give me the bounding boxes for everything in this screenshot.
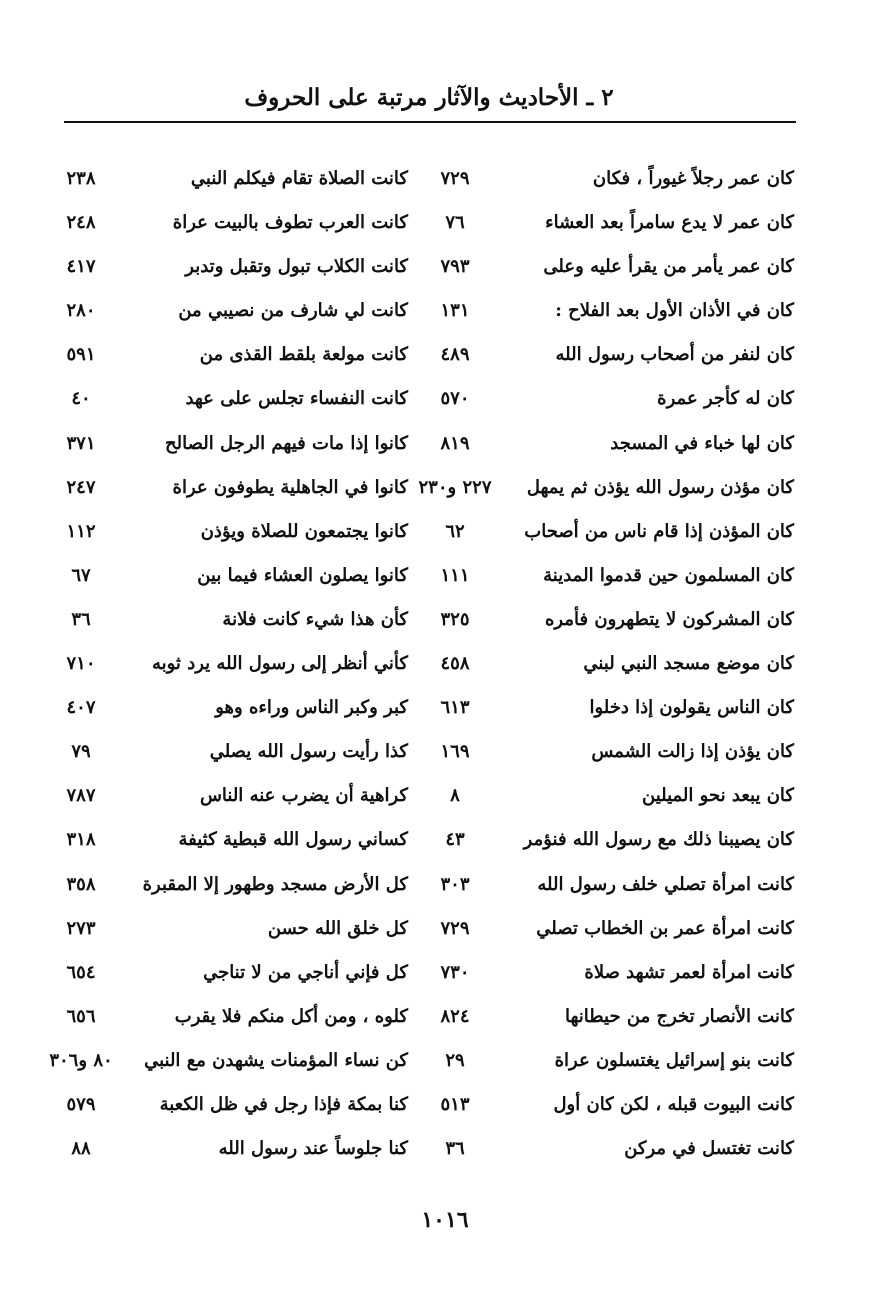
entry-text: كانت امرأة تصلي خلف رسول الله [537,873,794,895]
entry-page-number: ٨٠ و٣٠٦ [49,1049,113,1071]
index-row [50,554,810,598]
index-row [50,422,810,466]
entry-page-number: ٢٨٠ [66,300,96,322]
entry-text: كانت البيوت قبله ، لكن كان أول [553,1093,794,1115]
entry-text: كان موضع مسجد النبي لبني [583,653,794,675]
entry-page-number: ١٣١ [440,300,470,322]
index-row [50,818,810,862]
entry-page-number: ٧٩٣ [440,256,470,278]
index-row [50,510,810,554]
entry-page-number: ٦٥٤ [66,961,96,983]
entry-page-number: ١١١ [440,564,470,586]
index-row [50,1039,810,1083]
index-table [50,157,810,1171]
entry-page-number: ٤٠ [71,388,91,410]
entry-page-number: ٤٠٧ [66,697,96,719]
entry-text: كان له كأجر عمرة [657,388,794,410]
index-row [50,642,810,686]
index-row [50,157,810,201]
entry-page-number: ٦٧ [71,564,91,586]
entry-page-number: ٢٤٧ [66,476,96,498]
entry-page-number: ٦١٣ [440,697,470,719]
entry-page-number: ١١٢ [66,520,96,542]
entry-text: كان عمر رجلاً غيوراً ، فكان [592,168,794,189]
entry-text: كنا جلوساً عند رسول الله [218,1138,408,1160]
entry-text: كانت امرأة لعمر تشهد صلاة [584,961,794,983]
entry-page-number: ٣٦ [71,608,91,630]
entry-page-number: ٧٦ [445,212,465,234]
entry-text: كراهية أن يضرب عنه الناس [199,785,408,807]
entry-text: كان الناس يقولون إذا دخلوا [589,697,794,719]
entry-page-number: ٣٠٣ [440,873,470,895]
index-row [50,201,810,245]
entry-text: كل الأرض مسجد وطهور إلا المقبرة [142,873,408,895]
header-rule [64,121,796,123]
entry-page-number: ٣٦ [445,1138,465,1160]
entry-text: كنا بمكة فإذا رجل في ظل الكعبة [159,1093,408,1115]
entry-page-number: ٢٧٣ [66,917,96,939]
entry-text: كانت امرأة عمر بن الخطاب تصلي [536,917,794,939]
entry-page-number: ٧٩ [71,741,91,763]
entry-text: كانت تغتسل في مركن [624,1138,794,1160]
page-number: ١٠١٦ [421,1207,469,1233]
entry-text: كانت العرب تطوف بالبيت عراة [172,212,408,234]
index-row [50,333,810,377]
entry-text: كانت مولعة بلقط القذى من [199,344,408,366]
index-row [50,1127,810,1171]
entry-text: كانوا يصلون العشاء فيما بين [197,564,408,586]
entry-page-number: ٢٤٨ [66,212,96,234]
entry-text: كان يؤذن إذا زالت الشمس [591,741,794,763]
entry-text: كانوا يجتمعون للصلاة ويؤذن [200,520,408,542]
entry-page-number: ٤٨٩ [440,344,470,366]
entry-page-number: ٢٩ [445,1049,465,1071]
index-row [50,730,810,774]
entry-page-number: ٣٧١ [66,432,96,454]
index-row [50,466,810,510]
entry-text: كان المسلمون حين قدموا المدينة [543,564,794,586]
entry-page-number: ٣٢٥ [440,608,470,630]
entry-text: كذا رأيت رسول الله يصلي [209,741,408,763]
entry-page-number: ٤٣ [445,829,465,851]
entry-text: كانوا في الجاهلية يطوفون عراة [172,476,408,498]
index-row [50,686,810,730]
entry-page-number: ٥٧٩ [66,1093,96,1115]
entry-text: كلوه ، ومن أكل منكم فلا يقرب [174,1005,408,1027]
entry-page-number: ٧٢٩ [440,917,470,939]
entry-text: كل خلق الله حسن [267,917,408,939]
entry-text: كأني أنظر إلى رسول الله يرد ثوبه [151,653,408,675]
index-row [50,907,810,951]
entry-page-number: ٧٢٩ [440,168,470,189]
index-row [50,245,810,289]
index-row [50,1083,810,1127]
entry-page-number: ٦٥٦ [66,1005,96,1027]
entry-page-number: ٨ [450,785,460,807]
entry-page-number: ٣٥٨ [66,873,96,895]
entry-text: كان المشركون لا يتطهرون فأمره [544,608,794,630]
entry-text: كان عمر يأمر من يقرأ عليه وعلى [543,256,794,278]
entry-page-number: ٦٢ [445,520,465,542]
entry-page-number: ٨١٩ [440,432,470,454]
entry-text: كانت بنو إسرائيل يغتسلون عراة [554,1049,794,1071]
entry-text: كان لنفر من أصحاب رسول الله [555,344,794,366]
index-row [50,377,810,421]
entry-text: كان المؤذن إذا قام ناس من أصحاب [524,520,794,542]
entry-text: كان لها خباء في المسجد [610,432,794,454]
entry-page-number: ٧٨٧ [66,785,96,807]
entry-text: كان مؤذن رسول الله يؤذن ثم يمهل [526,476,794,498]
entry-page-number: ٢٣٨ [66,168,96,189]
entry-text: كان يصيبنا ذلك مع رسول الله فنؤمر [523,829,794,851]
index-row [50,598,810,642]
entry-page-number: ١٦٩ [440,741,470,763]
index-row [50,951,810,995]
entry-text: كان في الأذان الأول بعد الفلاح : [555,300,794,322]
entry-text: كساني رسول الله قبطية كثيفة [178,829,408,851]
index-row [50,863,810,907]
index-row [50,995,810,1039]
entry-page-number: ٥٧٠ [440,388,470,410]
entry-text: كانت لي شارف من نصيبي من [178,300,408,322]
entry-page-number: ٤١٧ [66,256,96,278]
entry-text: كانت الصلاة تقام فيكلم النبي [190,168,408,189]
running-header: ٢ ـ الأحاديث والآثار مرتبة على الحروف [244,84,614,111]
entry-text: كبر وكبر الناس وراءه وهو [215,697,408,719]
index-row [50,774,810,818]
entry-text: كانت النفساء تجلس على عهد [185,388,408,410]
entry-text: كانت الأنصار تخرج من حيطانها [565,1005,794,1027]
entry-page-number: ٧٣٠ [440,961,470,983]
entry-text: كان عمر لا يدع سامراً بعد العشاء [545,212,794,234]
entry-page-number: ٤٥٨ [440,653,470,675]
entry-text: كانوا إذا مات فيهم الرجل الصالح [165,432,408,454]
entry-text: كان يبعد نحو الميلين [642,785,794,807]
entry-text: كن نساء المؤمنات يشهدن مع النبي [144,1049,408,1071]
entry-page-number: ٧١٠ [66,653,96,675]
entry-page-number: ٥٩١ [66,344,96,366]
entry-text: كانت الكلاب تبول وتقبل وتدبر [185,256,408,278]
entry-page-number: ٨٢٤ [440,1005,470,1027]
entry-page-number: ٢٢٧ و٢٣٠ [418,476,492,498]
entry-page-number: ٥١٣ [440,1093,470,1115]
entry-text: كل فإني أناجي من لا تناجي [203,961,408,983]
index-row [50,289,810,333]
entry-page-number: ٣١٨ [66,829,96,851]
entry-text: كأن هذا شيء كانت فلانة [222,608,408,630]
entry-page-number: ٨٨ [71,1138,91,1160]
